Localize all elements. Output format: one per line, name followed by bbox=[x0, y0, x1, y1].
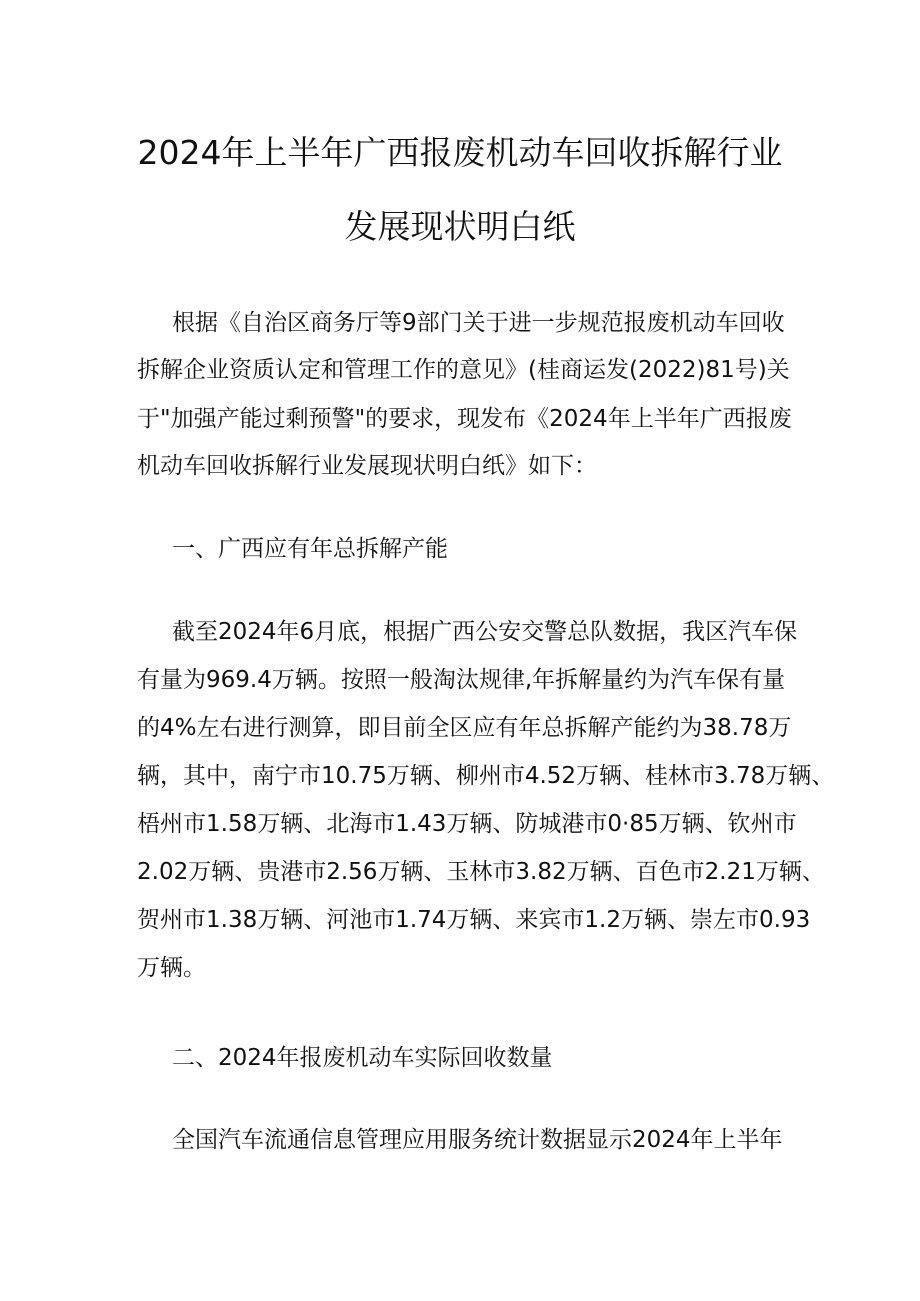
section-1-paragraph-line: 2.02万辆、贵港市2.56万辆、玉林市3.82万辆、百色市2.21万辆、 bbox=[137, 859, 825, 885]
intro-paragraph-line: 根据《自治区商务厅等9部门关于进一步规范报废机动车回收 bbox=[172, 310, 785, 336]
document-title-line-1: 2024年上半年广西报废机动车回收拆解行业 bbox=[137, 133, 783, 172]
section-2-paragraph-line: 全国汽车流通信息管理应用服务统计数据显示2024年上半年 bbox=[172, 1127, 783, 1153]
section-1-paragraph-line: 的4%左右进行测算，即目前全区应有年总拆解产能约为38.78万 bbox=[137, 715, 792, 741]
section-1-paragraph-line: 贺州市1.38万辆、河池市1.74万辆、来宾市1.2万辆、崇左市0.93 bbox=[137, 907, 811, 933]
intro-paragraph-line: 于"加强产能过剩预警"的要求，现发布《2024年上半年广西报废 bbox=[137, 406, 792, 432]
section-1-paragraph-line: 辆，其中，南宁市10.75万辆、柳州市4.52万辆、桂林市3.78万辆、 bbox=[137, 763, 835, 789]
document-title-line-2: 发展现状明白纸 bbox=[344, 207, 576, 246]
section-1-paragraph-line: 梧州市1.58万辆、北海市1.43万辆、防城港市0·85万辆、钦州市 bbox=[137, 811, 797, 837]
section-2-heading: 二、2024年报废机动车实际回收数量 bbox=[172, 1045, 553, 1071]
intro-paragraph-line: 机动车回收拆解行业发展现状明白纸》如下： bbox=[137, 453, 597, 479]
section-1-paragraph-line: 截至2024年6月底，根据广西公安交警总队数据，我区汽车保 bbox=[172, 619, 798, 645]
section-1-heading: 一、广西应有年总拆解产能 bbox=[172, 536, 448, 562]
section-1-paragraph-line: 万辆。 bbox=[137, 955, 206, 981]
intro-paragraph-line: 拆解企业资质认定和管理工作的意见》(桂商运发(2022)81号)关 bbox=[137, 357, 790, 383]
section-1-paragraph-line: 有量为969.4万辆。按照一般淘汰规律,年拆解量约为汽车保有量 bbox=[137, 667, 786, 693]
